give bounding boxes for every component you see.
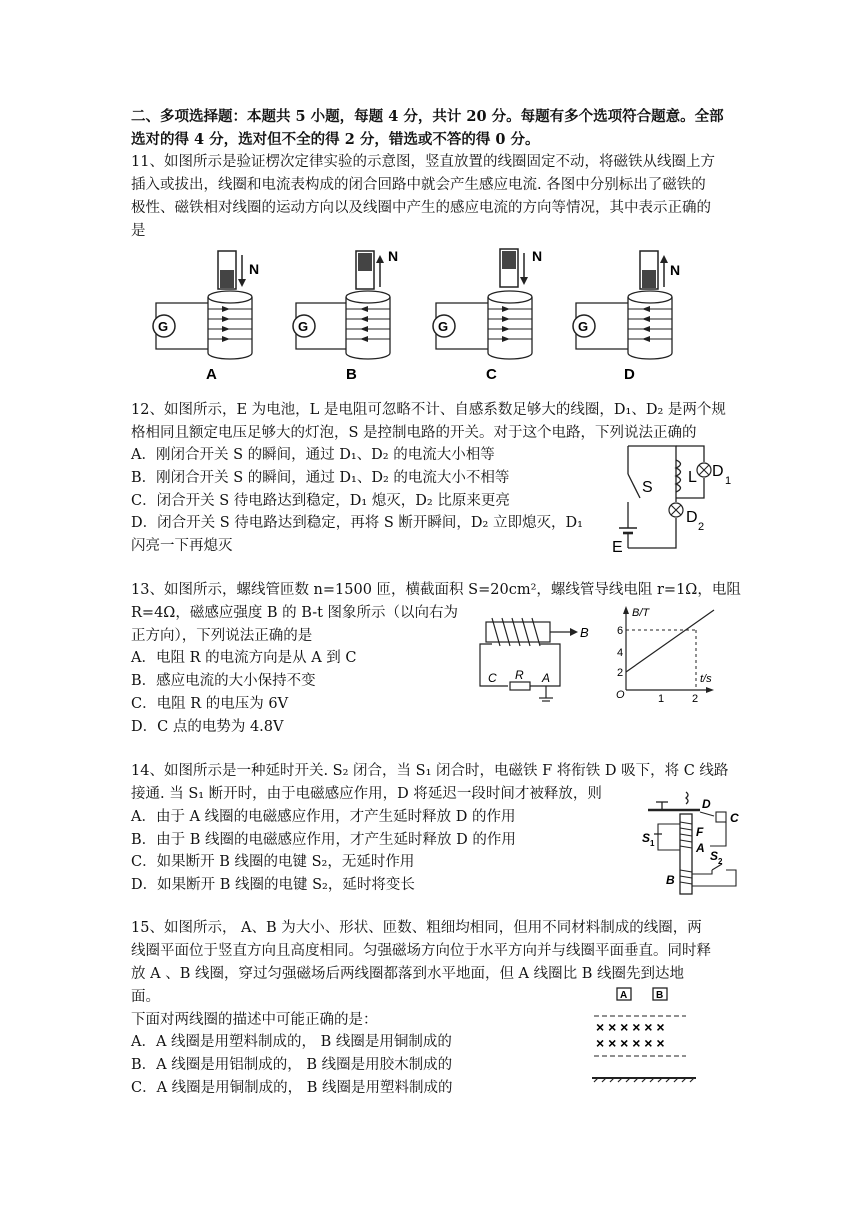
q15-fig-a: A (620, 990, 628, 1001)
q11a-pole-label: N (249, 261, 260, 277)
section-header-line1: 二、多项选择题：本题共 5 小题，每题 4 分，共计 20 分。每题有多个选项符合题意。全部 (131, 108, 724, 125)
q13-graph-ytick-6: 6 (617, 625, 624, 637)
q13-graph-origin: O (616, 689, 625, 701)
q11-line3: 极性、磁铁相对线圈的运动方向以及线圈中产生的感应电流的方向等情况，其中表示正确的 (131, 200, 711, 216)
q13-bt-graph (614, 604, 724, 704)
q11c-figure-label: C (486, 366, 497, 383)
q12-option-b: B．刚闭合开关 S 的瞬间，通过 D₁、D₂ 的电流大小不相等 (131, 470, 510, 486)
q11a-figure-label: A (206, 366, 217, 383)
q15-fig-b: B (656, 990, 664, 1001)
q12-fig-s: S (642, 479, 653, 496)
q11c-g-label: G (438, 319, 449, 334)
q12-fig-d2: D (686, 509, 698, 526)
q11-line2: 插入或拔出，线圈和电流表构成的闭合回路中就会产生感应电流. 各图中分别标出了磁铁的 (131, 177, 706, 193)
q14-stem-line1: 14、如图所示是一种延时开关. S₂ 闭合，当 S₁ 闭合时，电磁铁 F 将衔铁 D 吸下，将 C 线路 (131, 763, 729, 779)
q13-stem-line3: 正方向），下列说法正确的是 (131, 628, 313, 644)
q15-field-row2: × × × × × × (596, 1035, 665, 1051)
q13-fig-c: C (488, 671, 497, 685)
q12-fig-e: E (612, 539, 623, 556)
q11d-pole-label: N (670, 262, 681, 278)
q14-fig-f: F (696, 825, 704, 839)
q11-figure-a (150, 245, 290, 385)
q11b-g-label: G (298, 319, 309, 334)
q13-fig-a: A (542, 671, 551, 685)
q13-stem-line2: R=4Ω，磁感应强度 B 的 B-t 图象所示（以向右为 (131, 605, 459, 621)
q13-graph-xtick-2: 2 (692, 693, 699, 705)
q12-option-d-cont: 闪亮一下再熄灭 (131, 538, 233, 554)
q15-stem-line1: 15、如图所示， A、B 为大小、形状、匝数、粗细均相同，但用不同材料制成的线圈，两 (131, 920, 702, 936)
q14-option-a: A．由于 A 线圈的电磁感应作用，才产生延时释放 D 的作用 (131, 809, 516, 825)
q14-stem-line2: 接通. 当 S₁ 断开时，由于电磁感应作用，D 将延迟一段时间才被释放，则 (131, 786, 602, 802)
q13-option-b: B．感应电流的大小保持不变 (131, 673, 316, 689)
q14-option-c: C．如果断开 B 线圈的电键 S₂，无延时作用 (131, 854, 415, 870)
q11-line4: 是 (131, 223, 146, 239)
q11b-pole-label: N (388, 248, 399, 264)
q13-fig-b: B (580, 625, 589, 640)
q14-fig-b: B (666, 873, 675, 887)
q14-fig-c: C (730, 811, 739, 825)
q12-option-d: D．闭合开关 S 待电路达到稳定，再将 S 断开瞬间，D₂ 立即熄灭，D₁ (131, 515, 583, 531)
q11-figure-c (430, 245, 570, 385)
q15-magnetic-field-diagram (590, 986, 700, 1084)
q15-stem-line4: 面。 (131, 989, 160, 1005)
q13-graph-ytick-4: 4 (617, 647, 624, 659)
q13-option-d: D．C 点的电势为 4.8V (131, 719, 284, 735)
q12-circuit-diagram (608, 440, 732, 556)
q14-fig-s1: S (642, 831, 651, 845)
q13-graph-ytick-2: 2 (617, 667, 624, 679)
q14-delay-switch-diagram (640, 790, 750, 896)
q13-option-a: A．电阻 R 的电流方向是从 A 到 C (131, 650, 357, 666)
q15-option-c: C．A 线圈是用铜制成的， B 线圈是用塑料制成的 (131, 1080, 453, 1096)
q12-fig-l: L (688, 469, 697, 486)
q14-fig-s2: S (710, 849, 719, 863)
q15-option-b: B．A 线圈是用铝制成的， B 线圈是用胶木制成的 (131, 1057, 453, 1073)
q13-graph-ylabel: B/T (632, 607, 650, 619)
q15-stem-line5: 下面对两线圈的描述中可能正确的是： (131, 1012, 378, 1028)
q13-fig-r: R (515, 668, 524, 682)
q11c-pole-label: N (532, 248, 543, 264)
q14-option-b: B．由于 B 线圈的电磁感应作用，才产生延时释放 D 的作用 (131, 832, 516, 848)
section-header-line2: 选对的得 4 分，选对但不全的得 2 分，错选或不答的得 0 分。 (131, 131, 540, 148)
q13-graph-xlabel: t/s (700, 673, 712, 685)
q12-stem-line2: 格相同且额定电压足够大的灯泡，S 是控制电路的开关。对于这个电路，下列说法正确的 (131, 425, 697, 441)
q12-fig-d2-sub: 2 (698, 521, 705, 533)
q14-fig-d: D (702, 797, 711, 811)
q11-figure-d (570, 245, 710, 385)
q11a-g-label: G (158, 319, 169, 334)
q15-stem-line2: 线圈平面位于竖直方向且高度相同。匀强磁场方向位于水平方向并与线圈平面垂直。同时释 (131, 943, 711, 959)
q13-stem-line1: 13、如图所示，螺线管匝数 n=1500 匝，横截面积 S=20cm²，螺线管导线电阻 r=1Ω，电阻 (131, 582, 741, 598)
q13-option-c: C．电阻 R 的电压为 6V (131, 696, 289, 712)
q11-figure-b (290, 245, 430, 385)
q12-fig-d1: D (712, 463, 724, 480)
q14-fig-a: A (696, 841, 705, 855)
q14-option-d: D．如果断开 B 线圈的电键 S₂，延时将变长 (131, 877, 415, 893)
q12-option-a: A．刚闭合开关 S 的瞬间，通过 D₁、D₂ 的电流大小相等 (131, 447, 495, 463)
q13-graph-xtick-1: 1 (658, 693, 665, 705)
q11-line1: 11、如图所示是验证楞次定律实验的示意图，竖直放置的线圈固定不动，将磁铁从线圈上方 (131, 154, 715, 170)
q12-option-c: C．闭合开关 S 待电路达到稳定，D₁ 熄灭，D₂ 比原来更亮 (131, 493, 510, 509)
q15-stem-line3: 放 A 、B 线圈，穿过匀强磁场后两线圈都落到水平地面，但 A 线圈比 B 线圈先到达地 (131, 966, 685, 982)
q13-solenoid-circuit (474, 612, 598, 708)
q11b-figure-label: B (346, 366, 357, 383)
q12-stem-line1: 12、如图所示，E 为电池，L 是电阻可忽略不计、自感系数足够大的线圈，D₁、D₂ 是两个规 (131, 402, 726, 418)
q12-fig-d1-sub: 1 (725, 475, 732, 487)
q11d-g-label: G (578, 319, 589, 334)
q11d-figure-label: D (624, 366, 635, 383)
q15-option-a: A．A 线圈是用塑料制成的， B 线圈是用铜制成的 (131, 1034, 452, 1050)
q14-fig-s1-sub: 1 (650, 839, 655, 848)
q14-fig-s2-sub: 2 (718, 857, 723, 866)
q15-field-row1: × × × × × × (596, 1019, 665, 1035)
